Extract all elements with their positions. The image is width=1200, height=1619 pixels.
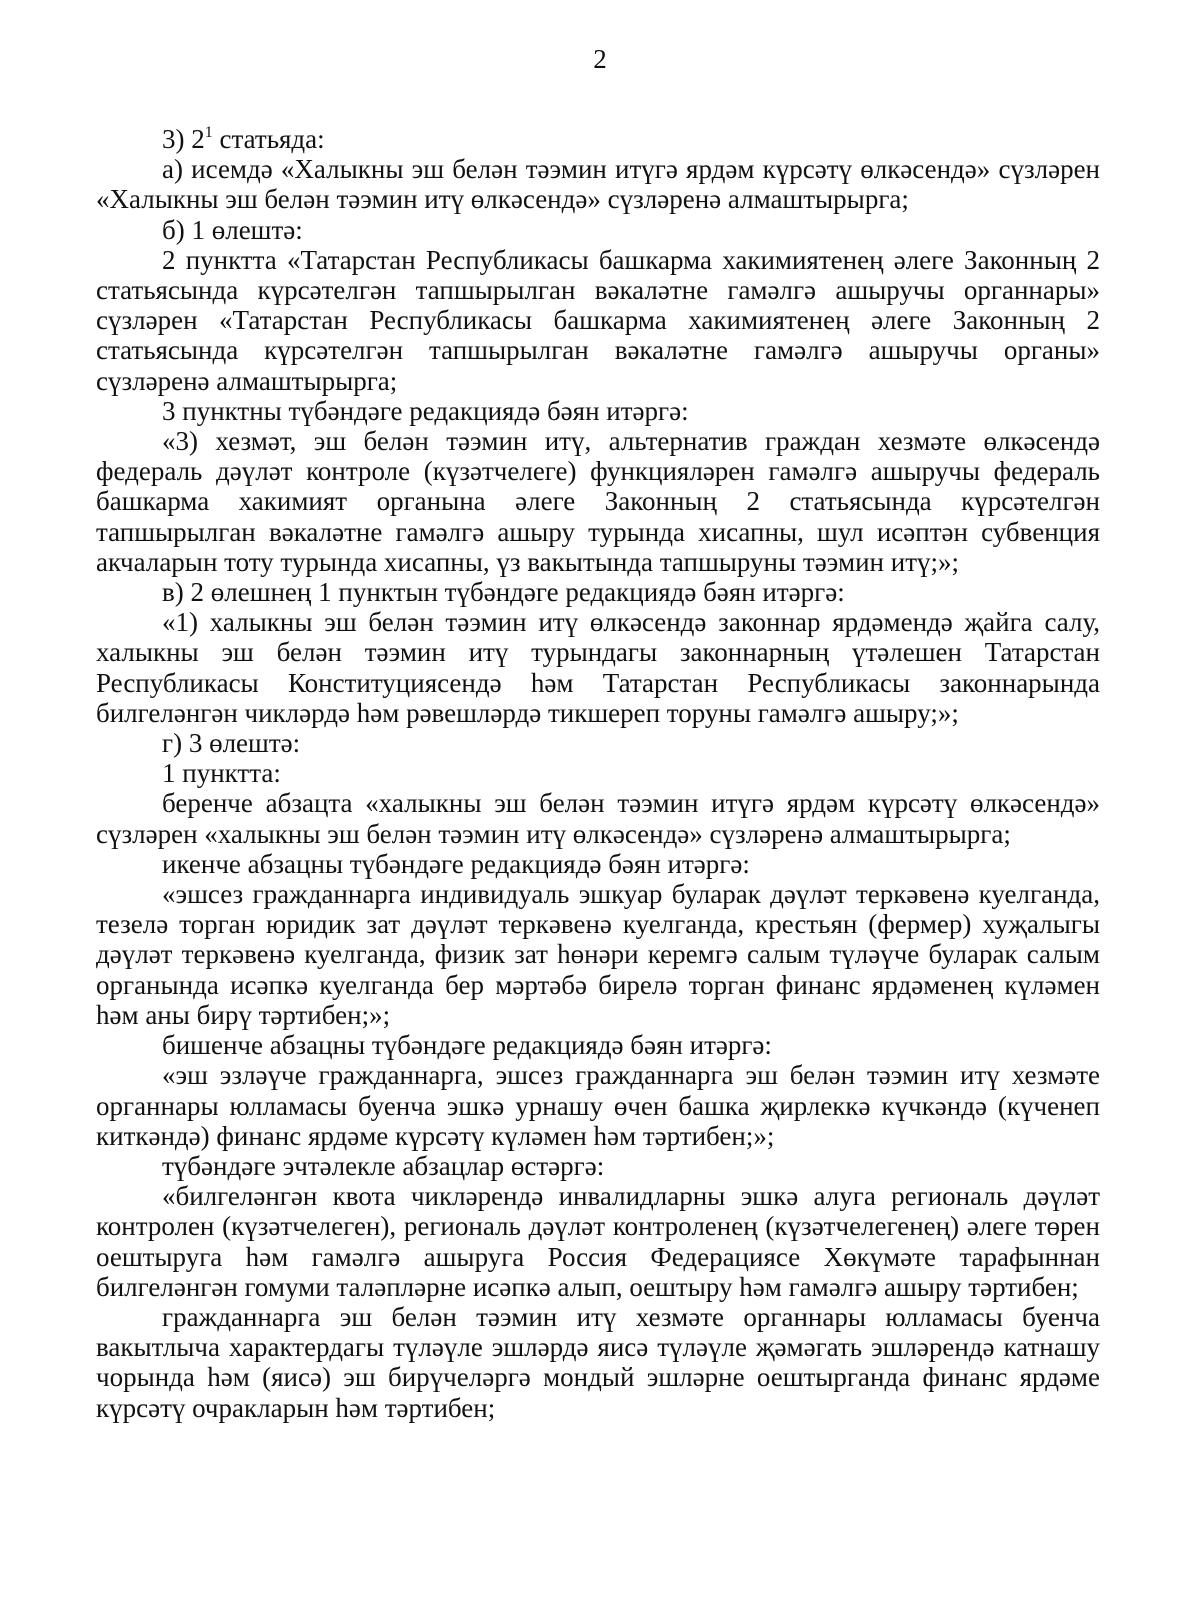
paragraph: а) исемдә «Халыкны эш белән тәэмин итүгә ярдәм күрсәтү өлкәсендә» сүзләрен «Халыкны эш белән тәэмин итү өлкәсендә» сүзләренә алмаштырырга; [96,154,1100,215]
page-number: 2 [593,44,607,74]
superscript: 1 [204,124,213,141]
paragraph: «3) хезмәт, эш белән тәэмин итү, альтернатив граждан хезмәте өлкәсендә федераль дәүләт контроле (күзәтчелеге) функцияләрен гамәлгә ашыручы федераль башкарма хакимият органына әлеге Законның 2 статьясында күрсәтелгән тапшырылган вәкаләтне гамәлгә ашыру турында хисапны, шул исәптән субвенция акчаларын тоту турында хисапны, үз вакытында тапшыруны тәэмин итү;»; [96,426,1100,577]
paragraph: «билгеләнгән квота чикләрендә инвалидларны эшкә алуга региональ дәүләт контролен (күзәтчелеген), региональ дәүләт контроленең (күзәтчелегенең) әлеге төрен оештыруга һәм гамәлгә ашыруга Россия Федерациясе Хөкүмәте тарафыннан билгеләнгән гомуми таләпләрне исәпкә алып, оештыру һәм гамәлгә ашыру тәртибен; [96,1181,1100,1302]
paragraph: «эшсез гражданнарга индивидуаль эшкуар буларак дәүләт теркәвенә куелганда, тезелә торган юридик зат дәүләт теркәвенә куелганда, крестьян (фермер) хуҗалыгы дәүләт теркәвенә куелганда, физик зат һөнәри керемгә салым түләүче буларак салым органында исәпкә куелганда бер мәртәбә бирелә торган финанс ярдәменең күләмен һәм аны бирү тәртибен;»; [96,879,1100,1030]
paragraph: «1) халыкны эш белән тәэмин итү өлкәсендә законнар ярдәмендә җайга салу, халыкны эш белән тәэмин итү турындагы законнарның үтәлешен Татарстан Республикасы Конституциясендә һәм Татарстан Республикасы законнарында билгеләнгән чикләрдә һәм рәвешләрдә тикшереп торуны гамәлгә ашыру;»; [96,607,1100,728]
paragraph: г) 3 өлештә: [162,728,301,759]
document-body [96,124,1100,1423]
paragraph-heading-suffix: статьяда: [212,124,325,154]
paragraph: б) 1 өлештә: [162,214,303,245]
paragraph: гражданнарга эш белән тәэмин итү хезмәте органнары юлламасы буенча вакытлыча характердагы түләүле эшләрдә яисә түләүле җәмәгать эшләрендә катнашу чорында һәм (яисә) эш бирүчеләргә мондый эшләрне оештырганда финанс ярдәме күрсәтү очракларын һәм тәртибен; [96,1301,1100,1423]
paragraph: 1 пунктта: [162,758,281,789]
paragraph: «эш эзләүче гражданнарга, эшсез гражданнарга эш белән тәэмин итү хезмәте органнары юлламасы буенча эшкә урнашу өчен башка җирлеккә күчкәндә (күченеп киткәндә) финанс ярдәме күрсәтү күләмен һәм тәртибен;»; [96,1060,1100,1151]
paragraph: в) 2 өлешнең 1 пунктын түбәндәге редакциядә бәян итәргә: [162,577,845,608]
paragraph: 3 пунктны түбәндәге редакциядә бәян итәргә: [162,395,689,426]
paragraph: 2 пунктта «Татарстан Республикасы башкарма хакимиятенең әлеге Законның 2 статьясында күрсәтелгән тапшырылган вәкаләтне гамәлгә ашыручы органнары» сүзләрен «Татарстан Республикасы башкарма хакимиятенең әлеге Законның 2 статьясында күрсәтелгән тапшырылган вәкаләтне гамәлгә ашыручы органы» сүзләренә алмаштырырга; [96,244,1100,396]
paragraph: беренче абзацта «халыкны эш белән тәэмин итүгә ярдәм күрсәтү өлкәсендә» сүзләрен «халыкны эш белән тәэмин итү өлкәсендә» сүзләренә алмаштырырга; [96,788,1100,849]
paragraph: түбәндәге эчтәлекле абзацлар өстәргә: [162,1150,605,1181]
paragraph: икенче абзацны түбәндәге редакциядә бәян итәргә: [162,848,750,879]
paragraph-heading-text: 3) 2 [162,124,205,154]
paragraph-heading [96,124,1100,154]
paragraph: бишенче абзацны түбәндәге редакциядә бәян итәргә: [162,1030,772,1061]
